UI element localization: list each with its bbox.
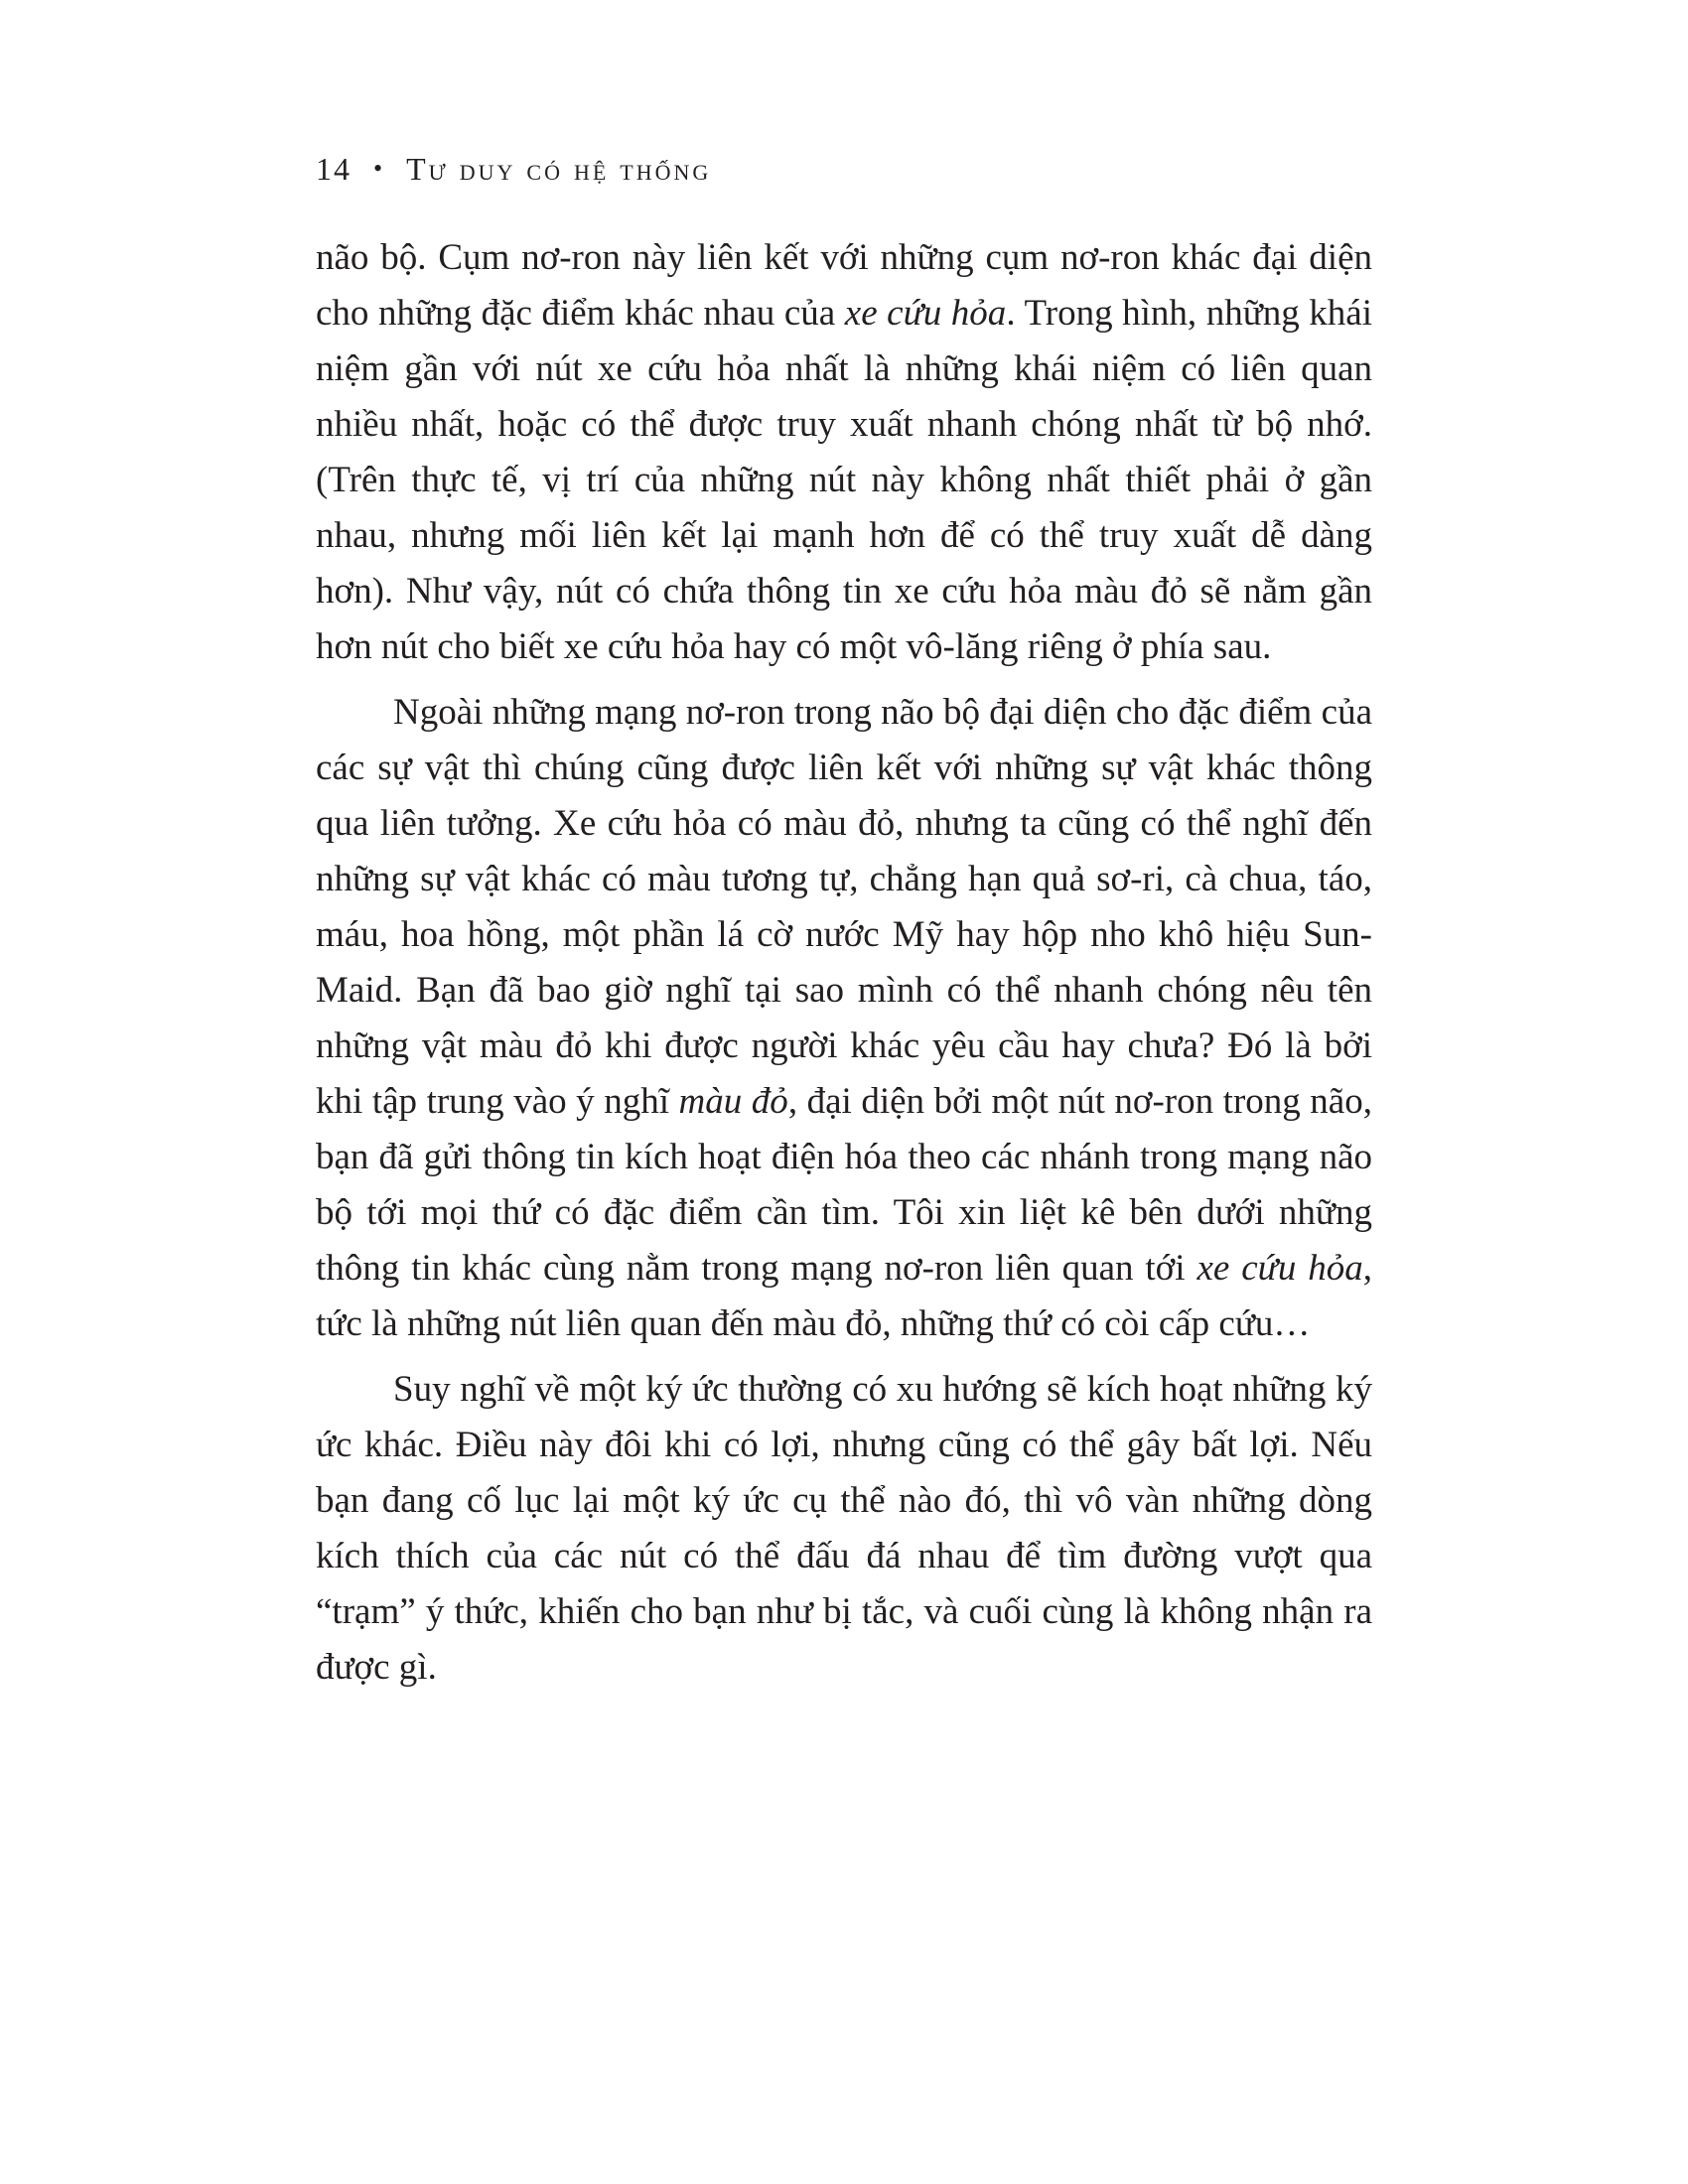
- paragraph-3: [316, 1362, 1372, 1696]
- italic-term: màu đỏ: [678, 1081, 788, 1122]
- paragraph-2: [316, 685, 1372, 1352]
- italic-term: xe cứu hỏa: [844, 293, 1007, 334]
- paragraph-text: não bộ. Cụm nơ-ron này liên kết với những cụm nơ-ron khác đại diện cho những đặc điểm khác nhau của: [316, 237, 1372, 334]
- paragraph-text: , tức là những nút liên quan đến màu đỏ, những thứ có còi cấp cứu…: [316, 1248, 1372, 1344]
- paragraph-text: Ngoài những mạng nơ-ron trong não bộ đại diện cho đặc điểm của các sự vật thì chúng cũng được liên kết với những sự vật khác thông qua liên tưởng. Xe cứu hỏa có màu đỏ, nhưng ta cũng có thể nghĩ đến những sự vật khác có màu tương tự, chẳng hạn quả sơ-ri, cà chua, táo, máu, hoa hồng, một phần lá cờ nước Mỹ hay hộp nho khô hiệu Sun-Maid. Bạn đã bao giờ nghĩ tại sao mình có thể nhanh chóng nêu tên những vật màu đỏ khi được người khác yêu cầu hay chưa? Đó là bởi khi tập trung vào ý nghĩ: [316, 692, 1372, 1122]
- paragraph-text: Suy nghĩ về một ký ức thường có xu hướng sẽ kích hoạt những ký ức khác. Điều này đôi khi có lợi, nhưng cũng có thể gây bất lợi. Nếu bạn đang cố lục lại một ký ức cụ thể nào đó, thì vô vàn những dòng kích thích của các nút có thể đấu đá nhau để tìm đường vượt qua “trạm” ý thức, khiến cho bạn như bị tắc, và cuối cùng là không nhận ra được gì.: [316, 1369, 1372, 1688]
- running-header: [316, 151, 711, 188]
- paragraph-text: , đại diện bởi một nút nơ-ron trong não, bạn đã gửi thông tin kích hoạt điện hóa theo các nhánh trong mạng não bộ tới mọi thứ có đặc điểm cần tìm. Tôi xin liệt kê bên dưới những thông tin khác cùng nằm trong mạng nơ-ron liên quan tới: [316, 1081, 1372, 1289]
- running-title: Tư duy có hệ thống: [406, 151, 712, 187]
- paragraph-text: . Trong hình, những khái niệm gần với nút xe cứu hỏa nhất là những khái niệm có liên quan nhiều nhất, hoặc có thể được truy xuất nhanh chóng nhất từ bộ nhớ. (Trên thực tế, vị trí của những nút này không nhất thiết phải ở gần nhau, nhưng mối liên kết lại mạnh hơn để có thể truy xuất dễ dàng hơn). Như vậy, nút có chứa thông tin xe cứu hỏa màu đỏ sẽ nằm gần hơn nút cho biết xe cứu hỏa hay có một vô-lăng riêng ở phía sau.: [316, 293, 1372, 667]
- header-separator-bullet: •: [373, 154, 385, 183]
- italic-term: xe cứu hỏa: [1196, 1248, 1363, 1289]
- page-number: 14: [316, 151, 352, 187]
- paragraph-1: [316, 230, 1372, 675]
- body-text: [316, 230, 1372, 1696]
